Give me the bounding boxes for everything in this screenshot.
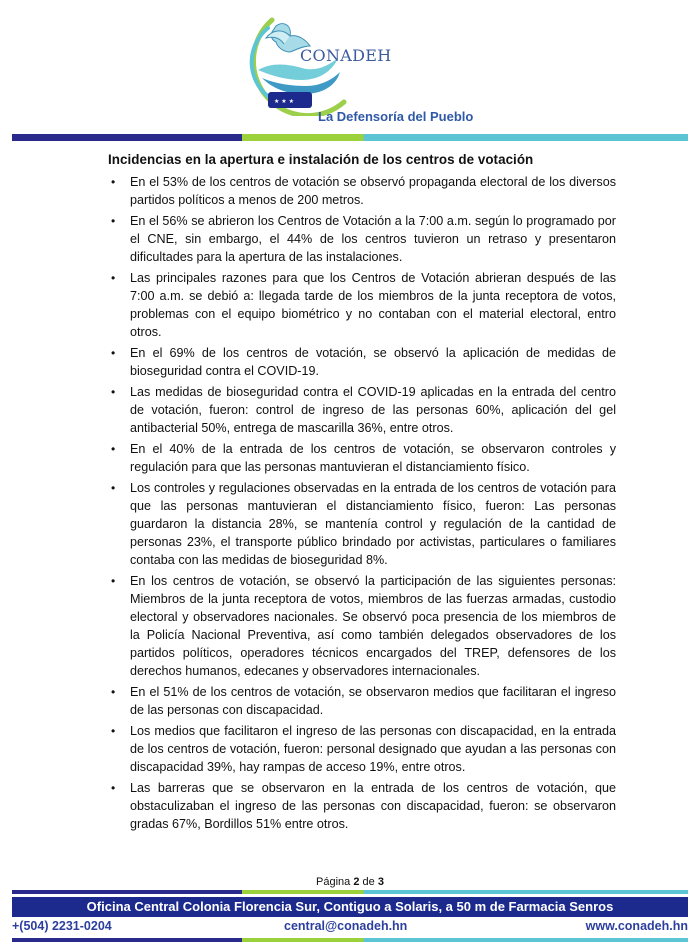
list-item-text: Las barreras que se observaron en la entrada de los centros de votación, que obstaculizaban el ingreso de las personas con discapacidad, fueron: se observaron gradas 67%, Bordillos 51% entre otros.	[130, 781, 616, 831]
list-item-text: En el 53% de los centros de votación se observó propaganda electoral de los diversos partidos políticos a menos de 200 metros.	[130, 175, 616, 207]
footer-website[interactable]: www.conadeh.hn	[585, 919, 688, 933]
bullet-icon: •	[111, 442, 116, 456]
bullet-icon: •	[111, 685, 116, 699]
header-divider	[12, 134, 688, 141]
svg-text:★ ★ ★: ★ ★ ★	[274, 98, 294, 105]
page-connector: de	[362, 876, 375, 888]
footer-email[interactable]: central@conadeh.hn	[284, 919, 408, 933]
list-item-text: En el 69% de los centros de votación, se observó la aplicación de medidas de bioseguridad contra el COVID-19.	[130, 346, 616, 378]
list-item	[108, 683, 616, 719]
bullet-icon: •	[111, 175, 116, 189]
list-item-text: Las principales razones para que los Centros de Votación abrieran después de las 7:00 a.m. se debió a: llegada tarde de los miembros de la junta receptora de votos, problemas con el equipo biométrico y no contaban con el material electoral, entro otros.	[130, 271, 616, 339]
bullet-icon: •	[111, 271, 116, 285]
footer-phone: +(504) 2231-0204	[12, 919, 112, 933]
list-item	[108, 440, 616, 476]
page-number	[0, 876, 700, 888]
brand-tagline: La Defensoría del Pueblo	[318, 109, 474, 124]
list-item	[108, 383, 616, 437]
bullet-icon: •	[111, 214, 116, 228]
footer-address: Oficina Central Colonia Florencia Sur, Contiguo a Solaris, a 50 m de Farmacia Senros	[12, 897, 688, 917]
page-prefix: Página	[316, 876, 351, 888]
list-item	[108, 269, 616, 341]
letterhead	[0, 0, 700, 140]
bullet-icon: •	[111, 385, 116, 399]
list-item	[108, 572, 616, 680]
page-total: 3	[377, 876, 384, 888]
bullet-icon: •	[111, 781, 116, 795]
list-item-text: En los centros de votación, se observó la participación de las siguientes personas: Miembros de la junta receptora de votos, miembros de las fuerzas armadas, custodio electoral y observadores nacionales. Se observó poca presencia de los miembros de la Policía Nacional Preventiva, así como también delegados observadores de los partidos políticos, operadores técnicos encargados del TREP, defensores de los derechos humanos, edecanes y observadores internacionales.	[130, 574, 616, 678]
findings-list	[108, 173, 616, 833]
document-body	[108, 152, 616, 836]
list-item-text: En el 56% se abrieron los Centros de Votación a la 7:00 a.m. según lo programado por el CNE, sin embargo, el 44% de los centros tuvieron un retraso y presentaron dificultades para la apertura de las instalaciones.	[130, 214, 616, 264]
list-item	[108, 722, 616, 776]
page-current: 2	[353, 876, 360, 888]
list-item-text: Las medidas de bioseguridad contra el COVID-19 aplicadas en la entrada del centro de votación, fueron: control de ingreso de las personas 60%, aplicación del gel antibacterial 50%, entrega de mascarilla 36%, entre otros.	[130, 385, 616, 435]
footer-contacts	[12, 918, 688, 936]
list-item-text: En el 51% de los centros de votación, se observaron medios que facilitaran el ingreso de las personas con discapacidad.	[130, 685, 616, 717]
list-item	[108, 344, 616, 380]
brand-name: CONADEH	[300, 46, 392, 65]
bullet-icon: •	[111, 346, 116, 360]
list-item	[108, 212, 616, 266]
section-title: Incidencias en la apertura e instalación de los centros de votación	[108, 152, 534, 167]
list-item-text: Los medios que facilitaron el ingreso de las personas con discapacidad, en la entrada de los centros de votación, fueron: personal designado que ayudan a las personas con discapacidad 39%, hay rampas de acceso 19%, entre otros.	[130, 724, 616, 774]
footer-bottom-divider	[12, 938, 688, 942]
bullet-icon: •	[111, 724, 116, 738]
bullet-icon: •	[111, 481, 116, 495]
list-item	[108, 173, 616, 209]
bullet-icon: •	[111, 574, 116, 588]
list-item	[108, 779, 616, 833]
footer-divider	[12, 890, 688, 894]
list-item-text: Los controles y regulaciones observadas en la entrada de los centros de votación para que las personas mantuvieran el distanciamiento físico, fueron: Las personas guardaron la distancia 28%, se mantenía control y regulación de la cantidad de personas 23%, el transporte público brindado por activistas, particulares o familiares contaba con las medidas de bioseguridad 8%.	[130, 481, 616, 567]
list-item	[108, 479, 616, 569]
list-item-text: En el 40% de la entrada de los centros de votación, se observaron controles y regulación para que las personas mantuvieran el distanciamiento físico.	[130, 442, 616, 474]
